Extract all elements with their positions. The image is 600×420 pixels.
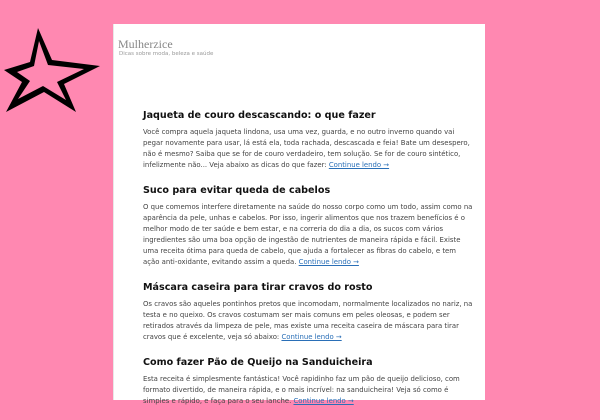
post-title-link[interactable]: Como fazer Pão de Queijo na Sanduicheira bbox=[143, 357, 373, 368]
post-item bbox=[143, 281, 474, 343]
post-title bbox=[143, 356, 474, 369]
continue-reading-link[interactable]: Continue lendo → bbox=[281, 333, 342, 341]
site-description: Dicas sobre moda, beleza e saúde bbox=[119, 51, 214, 57]
post-excerpt bbox=[143, 299, 474, 343]
post-excerpt bbox=[143, 202, 474, 268]
post-item bbox=[143, 184, 474, 268]
post-excerpt-text: Os cravos são aqueles pontinhos pretos que incomodam, normalmente localizados no nariz, na testa e no queixo. Os cravos costumam ser mais comuns em peles oleosas, e podem ser retirados através da limpeza de pele, mas existe uma receita caseira de máscara para tirar cravos que é excelente, veja só abaixo: bbox=[143, 300, 473, 341]
post-list bbox=[143, 109, 474, 420]
post-title-link[interactable]: Jaqueta de couro descascando: o que fazer bbox=[143, 110, 376, 121]
post-item bbox=[143, 109, 474, 171]
continue-reading-link[interactable]: Continue lendo → bbox=[298, 258, 359, 266]
post-title bbox=[143, 184, 474, 197]
continue-reading-link[interactable]: Continue lendo → bbox=[328, 161, 390, 169]
post-item bbox=[143, 356, 474, 407]
post-title-link[interactable]: Máscara caseira para tirar cravos do rosto bbox=[143, 282, 373, 293]
continue-reading-link[interactable]: Continue lendo → bbox=[293, 397, 354, 405]
post-title bbox=[143, 281, 474, 294]
post-title bbox=[143, 109, 474, 122]
page-container bbox=[113, 24, 485, 405]
post-excerpt-text: Você compra aquela jaqueta lindona, usa uma vez, guarda, e no outro inverno quando vai pegar novamente para usar, lá está ela, toda rachada, descascada e feia! Bate um desespero, não é mesmo? Saiba que se for de couro verdadeiro, tem solução. Se for de couro sintético, infelizmente não... Veja abaixo as dicas do que fazer: bbox=[143, 128, 470, 169]
post-excerpt bbox=[143, 127, 474, 171]
post-title-link[interactable]: Suco para evitar queda de cabelos bbox=[143, 185, 331, 196]
star-icon bbox=[0, 26, 104, 116]
post-excerpt-text: Esta receita é simplesmente fantástica! Você rapidinho faz um pão de queijo delicioso, com formato divertido, de maneira rápida, e o mais incrível: na sanduicheira! Veja só como é simples e rápido, e faça para o seu lanche. bbox=[143, 375, 460, 405]
site-title[interactable]: Mulherzice bbox=[118, 37, 173, 51]
post-excerpt bbox=[143, 374, 474, 407]
post-excerpt-text: O que comemos interfere diretamente na saúde do nosso corpo como um todo, assim como na aparência da pele, unhas e cabelos. Por isso, ingerir alimentos que nos trazem benefícios é o melhor modo de ter saúde e bem estar, e na correria do dia a dia, os sucos com vários ingredientes são uma boa opção de ingestão de nutrientes de maneira rápida e fácil. Existe uma receita ótima para queda de cabelo, que ajuda a fortalecer as fibras do cabelo, e tem ação anti-oxidante, evitando assim a queda. bbox=[143, 203, 473, 266]
